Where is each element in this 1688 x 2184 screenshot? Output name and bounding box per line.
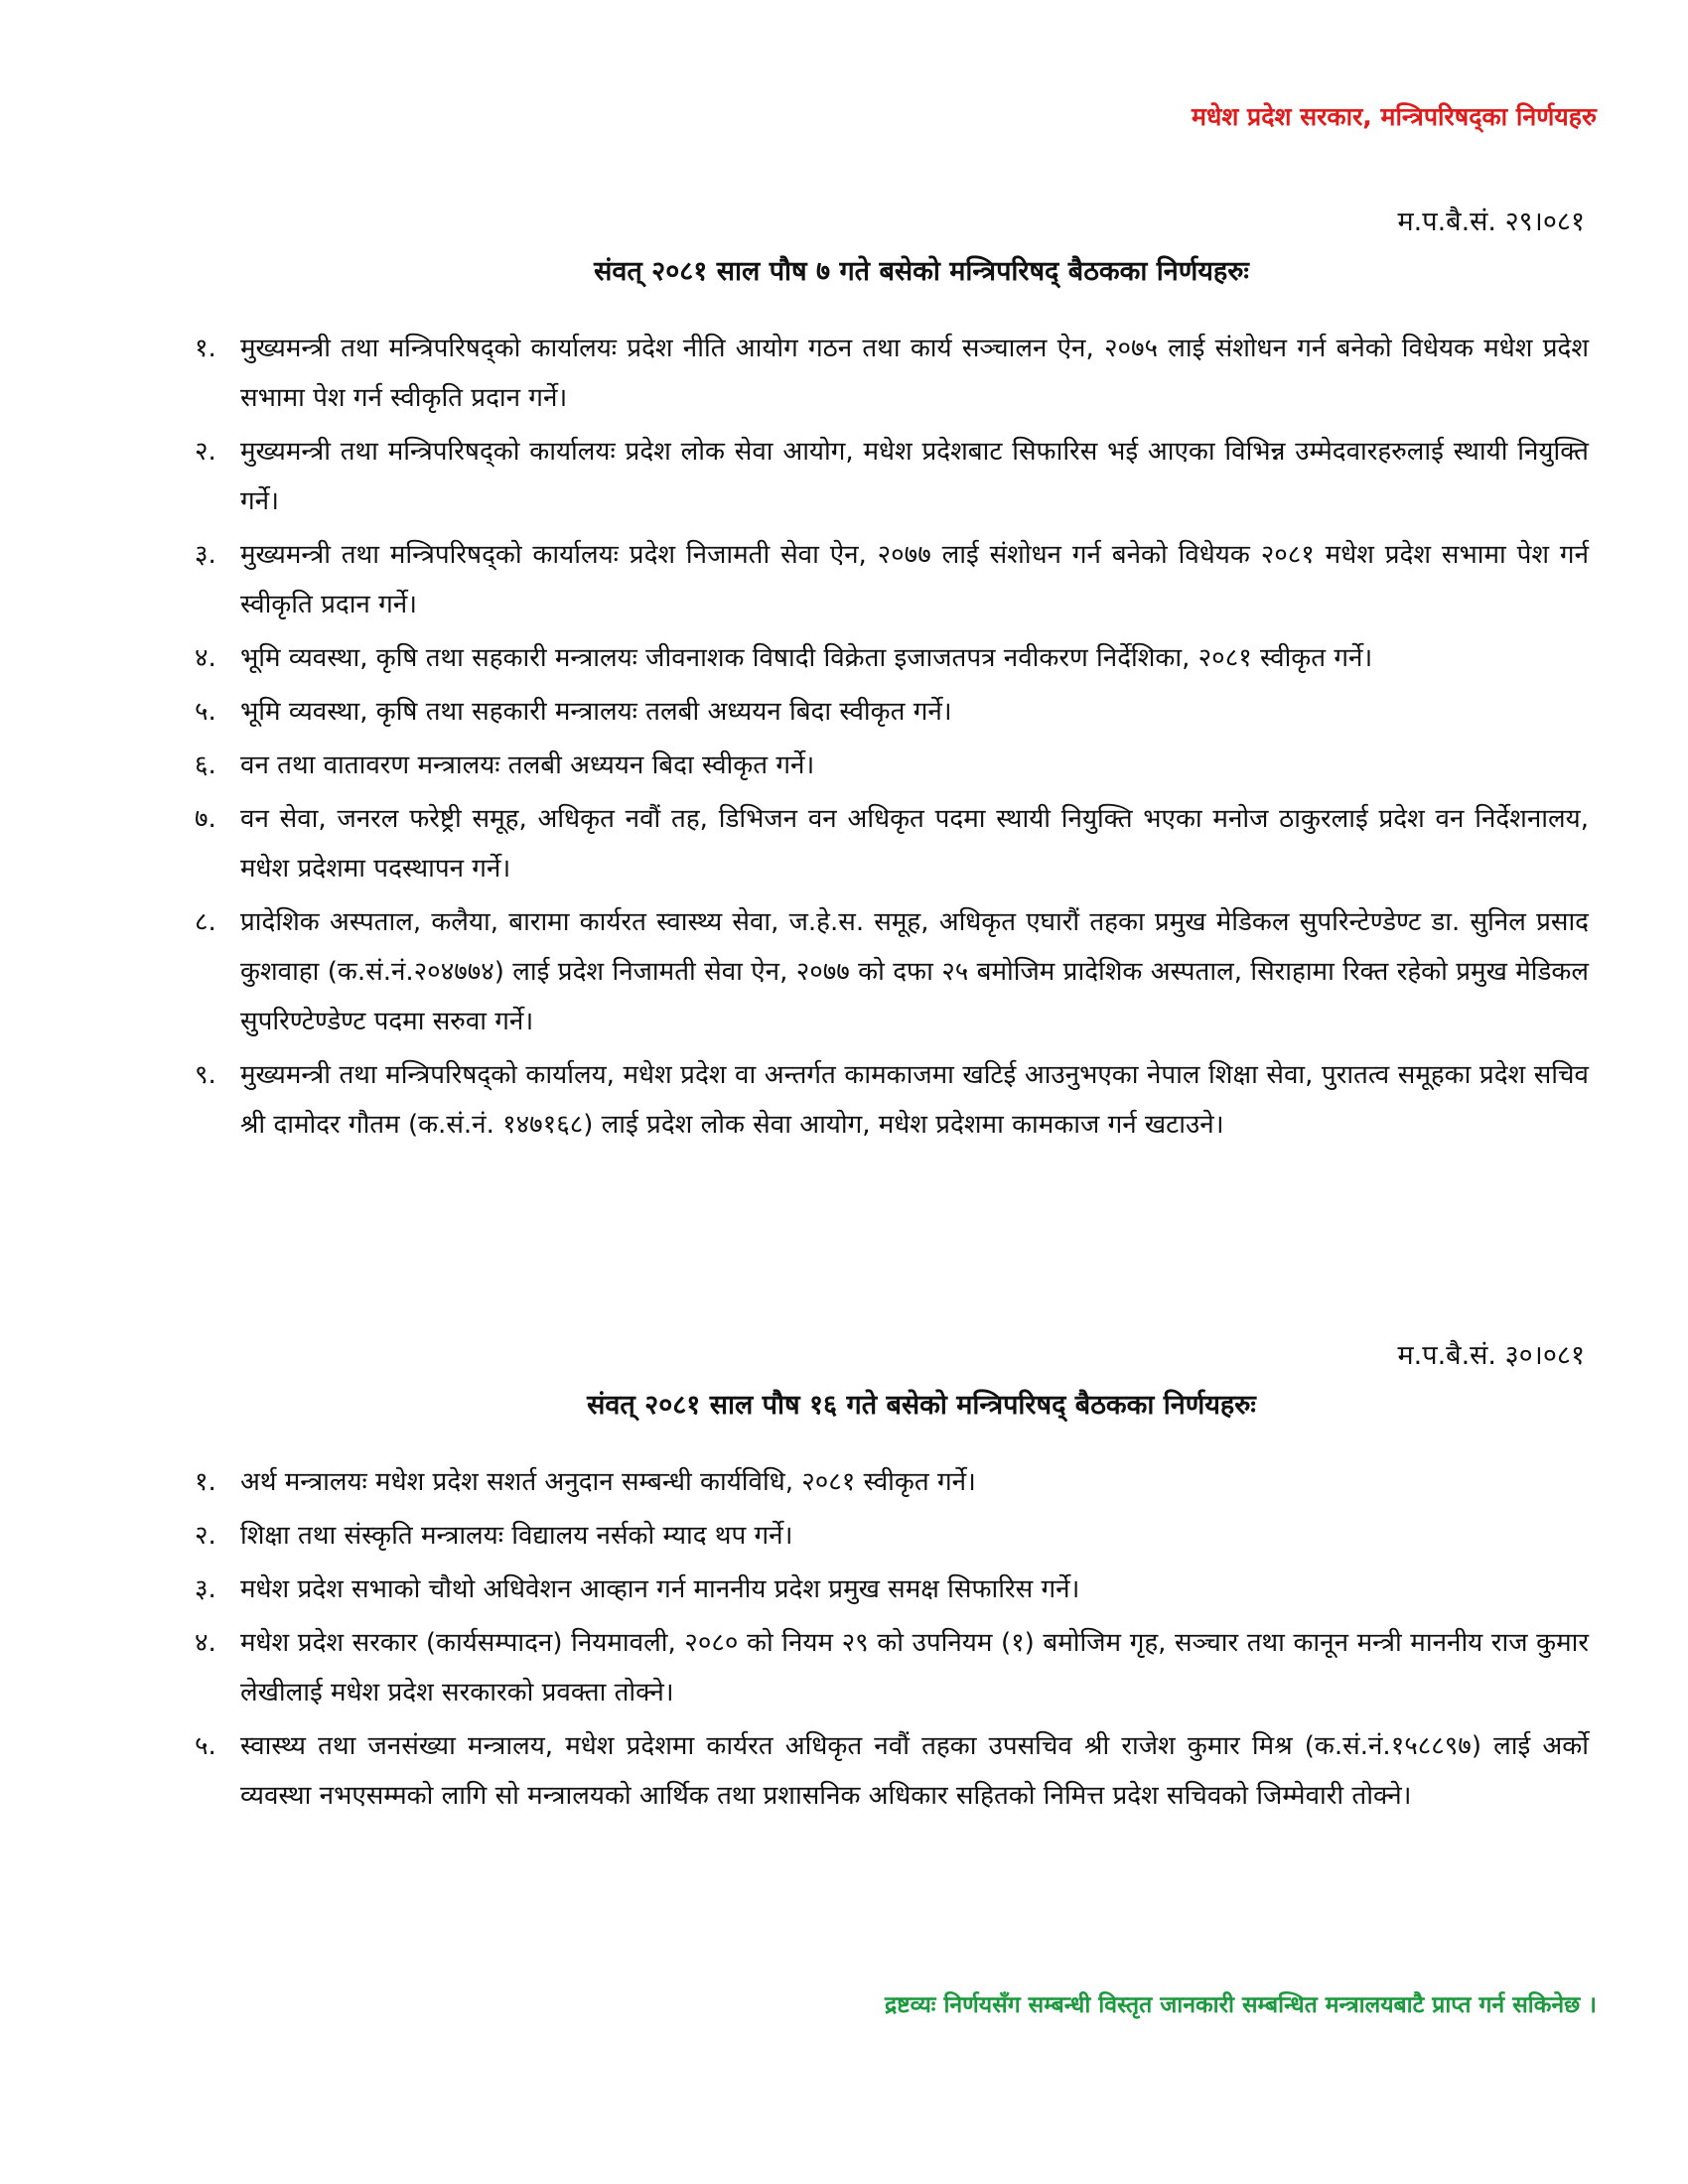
decision-number: ५. <box>195 697 216 727</box>
decision-item <box>195 897 1589 1046</box>
decision-item <box>195 530 1589 629</box>
decision-number: ७. <box>195 804 216 834</box>
decision-list <box>195 1457 1589 1821</box>
decision-item <box>195 741 1589 790</box>
decision-text: शिक्षा तथा संस्कृति मन्त्रालयः विद्यालय नर्सको म्याद थप गर्ने। <box>240 1521 793 1551</box>
decision-item <box>195 1565 1589 1614</box>
page-header-title: मधेश प्रदेश सरकार, मन्त्रिपरिषद्का निर्णयहरु <box>1192 102 1597 131</box>
decision-number: २. <box>195 437 216 467</box>
decision-item <box>195 687 1589 737</box>
decision-text: मुख्यमन्त्री तथा मन्त्रिपरिषद्को कार्यालय, मधेश प्रदेश वा अन्तर्गत कामकाजमा खटिई आउनुभएका नेपाल शिक्षा सेवा, पुरातत्व समूहका प्रदेश सचिव श्री दामोदर गौतम (क.सं.नं. १४७१६८) लाई प्रदेश लोक सेवा आयोग, मधेश प्रदेशमा कामकाज गर्न खटाउने। <box>240 1060 1589 1140</box>
decision-number: ५. <box>195 1731 216 1761</box>
section-heading: संवत् २०८१ साल पौष ७ गते बसेको मन्त्रिपरिषद् बैठकका निर्णयहरुः <box>594 256 1249 287</box>
decision-number: ८. <box>195 907 216 937</box>
decision-text: वन तथा वातावरण मन्त्रालयः तलबी अध्ययन बिदा स्वीकृत गर्ने। <box>240 751 815 780</box>
decision-item <box>195 1511 1589 1561</box>
decision-number: १. <box>195 1467 216 1497</box>
decision-section-29 <box>195 203 1589 1154</box>
decision-number: १. <box>195 334 216 363</box>
decision-number: २. <box>195 1521 216 1551</box>
decision-item <box>195 427 1589 526</box>
decision-section-30 <box>195 1336 1589 1825</box>
decision-number: ४. <box>195 643 216 673</box>
decision-item <box>195 1050 1589 1150</box>
decision-text: मधेश प्रदेश सभाको चौथो अधिवेशन आव्हान गर्न माननीय प्रदेश प्रमुख समक्ष सिफारिस गर्ने। <box>240 1574 1080 1604</box>
meeting-reference-number: म.प.बै.सं. ३०।०८१ <box>1397 1340 1585 1371</box>
decision-text: मुख्यमन्त्री तथा मन्त्रिपरिषद्को कार्यालयः प्रदेश नीति आयोग गठन तथा कार्य सञ्चालन ऐन, २०७५ लाई संशोधन गर्न बनेको विधेयक मधेश प्रदेश सभामा पेश गर्न स्वीकृति प्रदान गर्ने। <box>240 334 1589 413</box>
decision-text: मधेश प्रदेश सरकार (कार्यसम्पादन) नियमावली, २०८० को नियम २९ को उपनियम (१) बमोजिम गृह, सञ्चार तथा कानून मन्त्री माननीय राज कुमार लेखीलाई मधेश प्रदेश सरकारको प्रवक्ता तोक्ने। <box>240 1628 1589 1707</box>
decision-text: अर्थ मन्त्रालयः मधेश प्रदेश सशर्त अनुदान सम्बन्धी कार्यविधि, २०८१ स्वीकृत गर्ने। <box>240 1467 976 1497</box>
decision-item <box>195 633 1589 683</box>
decision-list <box>195 324 1589 1150</box>
decision-number: ३. <box>195 540 216 570</box>
decision-item <box>195 1721 1589 1821</box>
decision-text: भूमि व्यवस्था, कृषि तथा सहकारी मन्त्रालयः तलबी अध्ययन बिदा स्वीकृत गर्ने। <box>240 697 952 727</box>
decision-number: ३. <box>195 1574 216 1604</box>
decision-item <box>195 1457 1589 1507</box>
decision-text: वन सेवा, जनरल फरेष्ट्री समूह, अधिकृत नवौं तह, डिभिजन वन अधिकृत पदमा स्थायी नियुक्ति भएका मनोज ठाकुरलाई प्रदेश वन निर्देशनालय, मधेश प्रदेशमा पदस्थापन गर्ने। <box>240 804 1589 884</box>
decision-text: मुख्यमन्त्री तथा मन्त्रिपरिषद्को कार्यालयः प्रदेश लोक सेवा आयोग, मधेश प्रदेशबाट सिफारिस भई आएका विभिन्न उम्मेदवारहरुलाई स्थायी नियुक्ति गर्ने। <box>240 437 1589 516</box>
decision-text: मुख्यमन्त्री तथा मन्त्रिपरिषद्को कार्यालयः प्रदेश निजामती सेवा ऐन, २०७७ लाई संशोधन गर्न बनेको विधेयक २०८१ मधेश प्रदेश सभामा पेश गर्न स्वीकृति प्रदान गर्ने। <box>240 540 1589 619</box>
decision-item <box>195 324 1589 423</box>
decision-number: ९. <box>195 1060 216 1090</box>
decision-item <box>195 1618 1589 1717</box>
decision-number: ४. <box>195 1628 216 1658</box>
decision-number: ६. <box>195 751 216 780</box>
meeting-reference-number: म.प.बै.सं. २९।०८१ <box>1397 206 1585 237</box>
decision-item <box>195 794 1589 893</box>
section-heading: संवत् २०८१ साल पौष १६ गते बसेको मन्त्रिपरिषद् बैठकका निर्णयहरुः <box>587 1390 1256 1421</box>
decision-text: प्रादेशिक अस्पताल, कलैया, बारामा कार्यरत स्वास्थ्य सेवा, ज.हे.स. समूह, अधिकृत एघारौं तहका प्रमुख मेडिकल सुपरिन्टेण्डेण्ट डा. सुनिल प्रसाद कुशवाहा (क.सं.नं.२०४७७४) लाई प्रदेश निजामती सेवा ऐन, २०७७ को दफा २५ बमोजिम प्रादेशिक अस्पताल, सिराहामा रिक्त रहेको प्रमुख मेडिकल सुपरिण्टेण्डेण्ट पदमा सरुवा गर्ने। <box>240 907 1589 1036</box>
decision-text: स्वास्थ्य तथा जनसंख्या मन्त्रालय, मधेश प्रदेशमा कार्यरत अधिकृत नवौं तहका उपसचिव श्री राजेश कुमार मिश्र (क.सं.नं.१५८८९७) लाई अर्को व्यवस्था नभएसम्मको लागि सो मन्त्रालयको आर्थिक तथा प्रशासनिक अधिकार सहितको निमित्त प्रदेश सचिवको जिम्मेवारी तोक्ने। <box>240 1731 1589 1811</box>
decision-text: भूमि व्यवस्था, कृषि तथा सहकारी मन्त्रालयः जीवनाशक विषादी विक्रेता इजाजतपत्र नवीकरण निर्देशिका, २०८१ स्वीकृत गर्ने। <box>240 643 1373 673</box>
footer-note: द्रष्टव्यः निर्णयसँग सम्बन्धी विस्तृत जानकारी सम्बन्धित मन्त्रालयबाटै प्राप्त गर्न सकिनेछ । <box>884 1992 1597 2018</box>
